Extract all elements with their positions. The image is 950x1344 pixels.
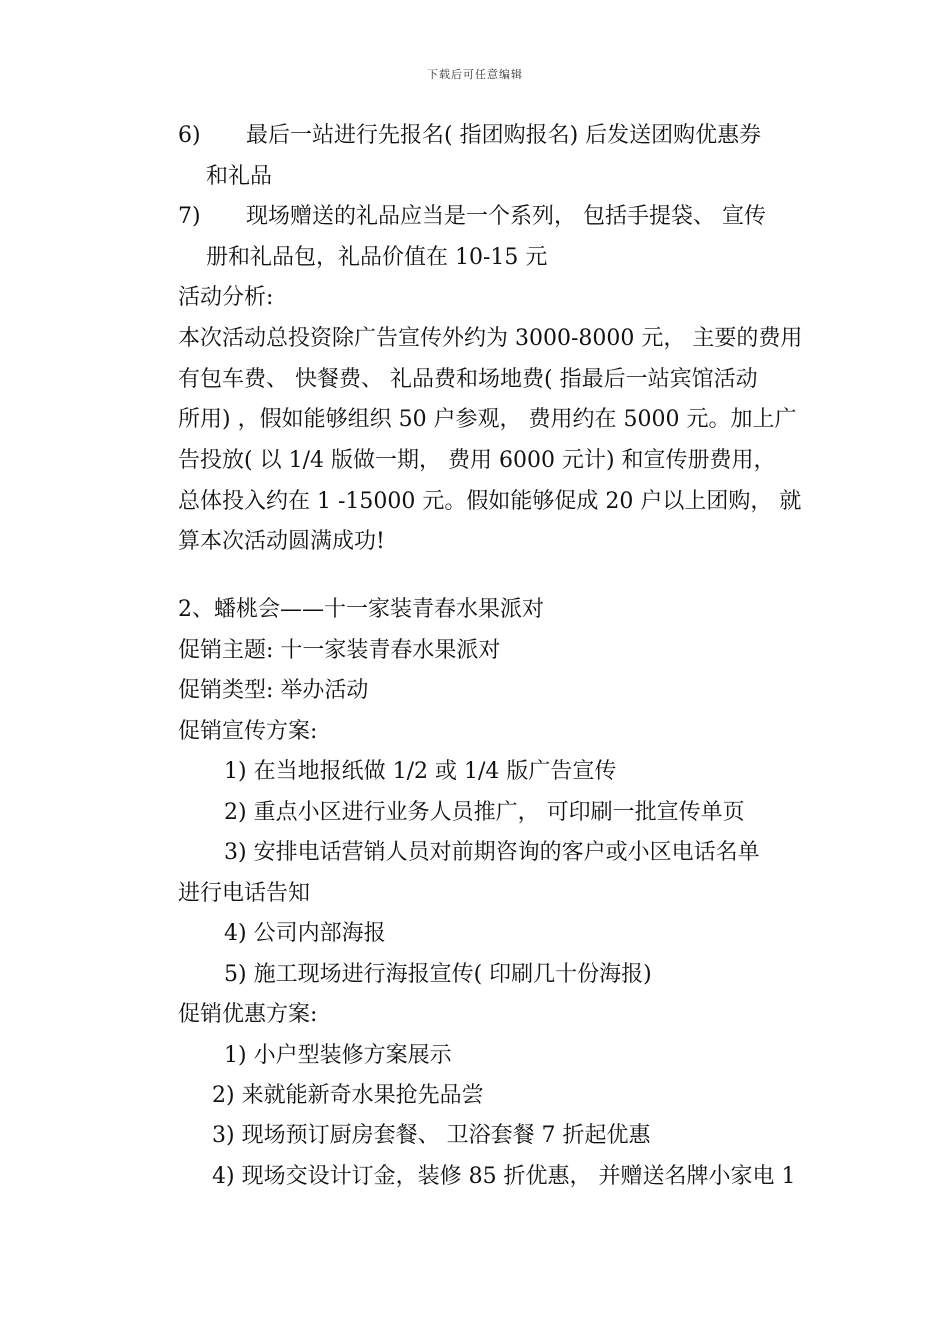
section-heading: 促销宣传方案: <box>178 719 318 744</box>
list-item: 3) 安排电话营销人员对前期咨询的客户或小区电话名单 <box>224 840 760 865</box>
list-item: 1) 小户型装修方案展示 <box>224 1043 452 1068</box>
list-number-6: 6) <box>178 123 201 148</box>
text-line: 促销主题: 十一家装青春水果派对 <box>178 638 501 663</box>
list-item: 4) 公司内部海报 <box>224 921 386 946</box>
list-item: 2) 来就能新奇水果抢先品尝 <box>212 1083 484 1108</box>
text-line: 最后一站进行先报名( 指团购报名) 后发送团购优惠券 <box>246 123 762 148</box>
text-line: 现场赠送的礼品应当是一个系列， 包括手提袋、 宣传 <box>246 204 766 229</box>
list-number-7: 7) <box>178 204 201 229</box>
paragraph-line: 所用) ，假如能够组织 50 户参观， 费用约在 5000 元。加上广 <box>178 407 797 432</box>
paragraph-line: 本次活动总投资除广告宣传外约为 3000-8000 元， 主要的费用 <box>178 326 803 351</box>
list-item: 3) 现场预订厨房套餐、 卫浴套餐 7 折起优惠 <box>212 1123 651 1148</box>
text-line: 促销类型: 举办活动 <box>178 678 369 703</box>
list-item: 4) 现场交设计订金，装修 85 折优惠， 并赠送名牌小家电 1 <box>212 1164 796 1189</box>
paragraph-line: 算本次活动圆满成功! <box>178 529 385 554</box>
section-heading: 促销优惠方案: <box>178 1002 318 1027</box>
section-heading: 活动分析: <box>178 285 274 310</box>
text-line: 进行电话告知 <box>178 881 311 906</box>
text-line: 和礼品 <box>206 164 273 189</box>
paragraph-line: 总体投入约在 1 -15000 元。假如能够促成 20 户以上团购， 就 <box>178 489 802 514</box>
paragraph-line: 有包车费、 快餐费、 礼品费和场地费( 指最后一站宾馆活动 <box>178 367 758 392</box>
page-header: 下载后可任意编辑 <box>427 68 523 81</box>
paragraph-line: 告投放( 以 1/4 版做一期， 费用 6000 元计) 和宣传册费用， <box>178 448 776 473</box>
section-title: 2、蟠桃会——十一家装青春水果派对 <box>178 597 544 622</box>
text-line: 册和礼品包，礼品价值在 10-15 元 <box>206 245 548 270</box>
list-item: 2) 重点小区进行业务人员推广， 可印刷一批宣传单页 <box>224 800 745 825</box>
list-item: 5) 施工现场进行海报宣传( 印刷几十份海报) <box>224 962 652 987</box>
list-item: 1) 在当地报纸做 1/2 或 1/4 版广告宣传 <box>224 759 617 784</box>
